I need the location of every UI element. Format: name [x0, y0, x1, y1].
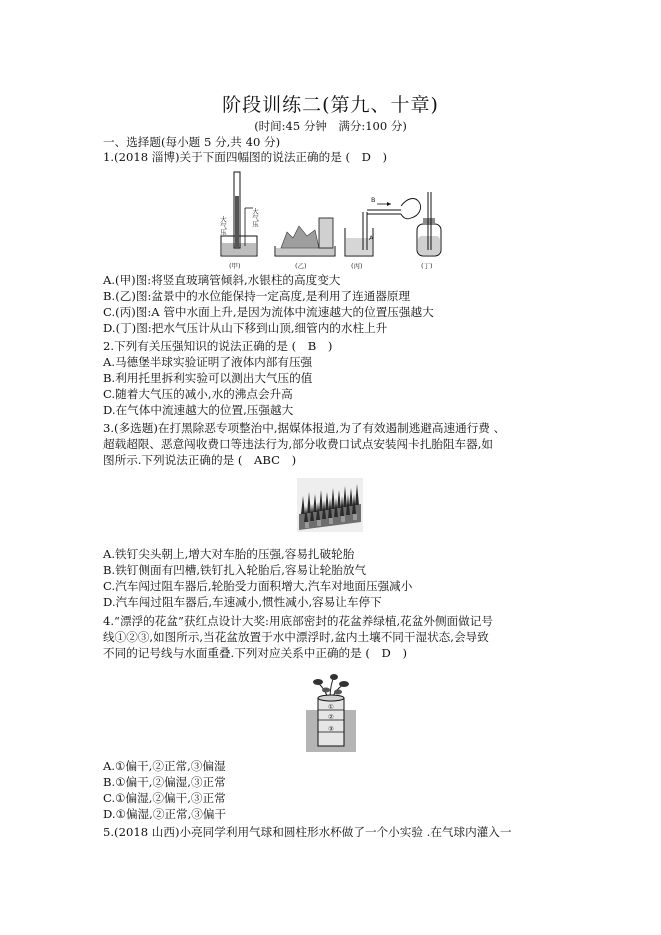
mark-1: ①: [328, 703, 334, 711]
question-5-stem: 5.(2018 山西)小亮同学利用气球和圆柱形水杯做了一个小实验 .在气球内灌入一: [103, 825, 512, 839]
question-2-stem: 2.下列有关压强知识的说法正确的是 ( B ): [103, 339, 333, 353]
label-A: A: [369, 234, 374, 242]
q4-option-b: B.①偏干,②偏湿,③正常: [103, 775, 226, 789]
q1-option-c: C.(丙)图:A 管中水面上升,是因为流体中流速越大的位置压强越大: [103, 305, 434, 319]
q4-option-c: C.①偏湿,②偏干,③正常: [103, 791, 226, 805]
caption-jia: (甲): [229, 262, 241, 270]
spike-strip-image: [297, 478, 363, 532]
q1-option-d: D.(丁)图:把水气压计从山下移到山顶,细管内的水柱上升: [103, 321, 388, 335]
figure-ding: [417, 192, 441, 270]
label-B: B: [371, 196, 376, 204]
label-atm-right: 大气压: [251, 208, 259, 228]
floating-flowerpot-figure: [306, 670, 356, 752]
q3-option-a: A.铁钉尖头朝上,增大对车胎的压强,容易扎破轮胎: [103, 547, 355, 561]
question-1-figure: [215, 168, 447, 272]
question-3-stem-line-1: 3.(多选题)在打黑除恶专项整治中,据媒体报道,为了有效遏制逃避高速通行费 、: [103, 421, 506, 435]
q3-option-d: D.汽车闯过阻车器后,车速减小,惯性减小,容易让车停下: [103, 595, 382, 609]
question-4-stem-line-1: 4.“漂浮的花盆”获红点设计大奖:用底部密封的花盆养绿植,花盆外侧面做记号: [103, 614, 493, 628]
q4-option-a: A.①偏干,②正常,③偏湿: [103, 759, 226, 773]
caption-bing: (丙): [351, 262, 363, 270]
q3-option-c: C.汽车闯过阻车器后,轮胎受力面积增大,汽车对地面压强减小: [103, 579, 413, 593]
mark-3: ③: [328, 725, 334, 733]
question-3-stem-line-3: 图所示.下列说法正确的是 ( ABC ): [103, 453, 297, 467]
caption-yi: (乙): [295, 262, 307, 270]
page-subtitle: (时间:45 分钟 满分:100 分): [254, 119, 407, 133]
q2-option-d: D.在气体中流速越大的位置,压强越大: [103, 403, 294, 417]
mark-2: ②: [328, 713, 334, 721]
section-heading: 一、选择题(每小题 5 分,共 40 分): [103, 135, 281, 149]
q3-option-b: B.铁钉侧面有凹槽,铁钉扎入轮胎后,容易让轮胎放气: [103, 563, 367, 577]
figure-bing: [345, 196, 421, 270]
figure-yi: [275, 218, 335, 270]
q1-option-a: A.(甲)图:将竖直玻璃管倾斜,水银柱的高度变大: [103, 273, 341, 287]
page-title: 阶段训练二(第九、十章): [222, 94, 439, 116]
q2-option-b: B.利用托里拆利实验可以测出大气压的值: [103, 371, 313, 385]
q4-option-d: D.①偏湿,②正常,③偏干: [103, 807, 227, 821]
q2-option-c: C.随着大气压的减小,水的沸点会升高: [103, 387, 293, 401]
figure-jia: [219, 172, 259, 270]
question-1-stem: 1.(2018 淄博)关于下面四幅图的说法正确的是 ( D ): [103, 150, 388, 164]
q2-option-a: A.马德堡半球实验证明了液体内部有压强: [103, 355, 313, 369]
q1-option-b: B.(乙)图:盆景中的水位能保持一定高度,是利用了连通器原理: [103, 289, 411, 303]
question-3-stem-line-2: 超载超限、恶意闯收费口等违法行为,部分收费口试点安装闯卡扎胎阻车器,如: [103, 437, 493, 451]
question-4-stem-line-2: 线①②③,如图所示,当花盆放置于水中漂浮时,盆内土壤不同干湿状态,会导致: [103, 630, 489, 644]
caption-ding: (丁): [421, 262, 433, 270]
label-atm-left: 大气压: [219, 216, 227, 236]
question-4-stem-line-3: 不同的记号线与水面重叠.下列对应关系中正确的是 ( D ): [103, 646, 407, 660]
